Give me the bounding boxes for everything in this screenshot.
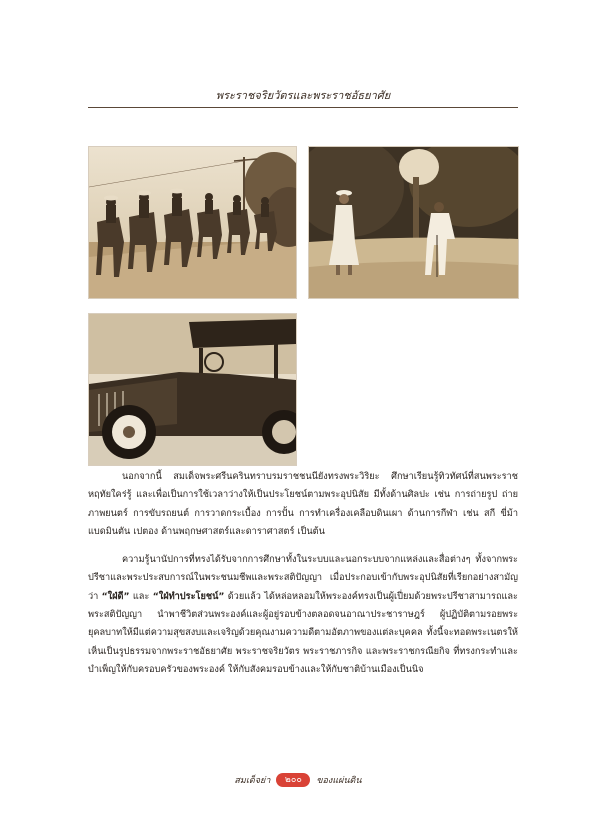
paragraph-2-part-c: ด้วยแล้ว ได้หล่อหลอมให้พระองค์ทรงเป็นผู้เปี่ยมด้วยพระปรีชาสามารถและพระสติปัญญา นำพาชีวิตส่วนพระองค์และผู้อยู่รอบข้างตลอดจนอาณาประชาราษฎร์ ผู้ปฏิบัติตามรอยพระยุคลบาทให้มีแต่ความสุขสงบและเจริญด้วยคุณงามความดีตามอัตภาพของแต่ละบุคคล ทั้งนี้จะทอดพระเนตรให้เห็นเป็นรูปธรรมจากพระราชอัธยาศัย พระราชจริยวัตร พระราชภารกิจ และพระราชกรณียกิจ ที่ทรงกระทำและบำเพ็ญให้กับครอบครัวของพระองค์ ให้กับสังคมรอบข้างและให้กับชาติบ้านเมืองเป็นนิจ — [88, 590, 518, 675]
footer-left-text: สมเด็จย่า — [234, 776, 271, 786]
paragraph-2-part-a: ความรู้นานัปการที่ทรงได้รับจากการศึกษาทั้งในระบบและนอกระบบจากแหล่งและสื่อต่างๆ ทั้งจากพระปรีชาและพระประสบการณ์ในพระชนมชีพและพระสติปัญญา เมื่อประกอบเข้ากับพระอุปนิสัยที่เรียกอย่างสามัญว่า — [88, 554, 518, 602]
quote-useful: “ใฝ่ทำประโยชน์” — [152, 590, 225, 602]
paragraph-2 — [88, 551, 518, 679]
body-text — [88, 468, 518, 679]
paragraph-1: นอกจากนี้ สมเด็จพระศรีนครินทราบรมราชชนนียังทรงพระวิริยะ ศึกษาเรียนรู้ทิวทัศน์ที่สนพระราชหฤทัยใคร่รู้ และเพื่อเป็นการใช้เวลาว่างให้เป็นประโยชน์ตามพระอุปนิสัย มีทั้งด้านศิลปะ เช่น การถ่ายรูป ถ่ายภาพยนตร์ การขับรถยนต์ การวาดกระเบื้อง การปั้น การทำเครื่องเคลือบดินเผา ด้านการกีฬา เช่น สกี ขี่ม้า แบดมินตัน เปตอง ด้านพฤกษศาสตร์และดาราศาสตร์ เป็นต้น — [88, 471, 518, 537]
photo-golfers — [308, 146, 519, 299]
photo-vintage-car — [88, 313, 297, 466]
running-footer — [0, 773, 596, 787]
photo-horse-riders — [88, 146, 297, 299]
footer-right-text: ของแผ่นดิน — [316, 776, 362, 786]
running-header: พระราชจริยวัตรและพระราชอัธยาศัย — [88, 86, 518, 108]
page-number: ๒๐๐ — [276, 773, 310, 787]
paragraph-2-part-b: และ — [129, 590, 153, 602]
quote-good: “ใฝ่ดี” — [101, 590, 130, 602]
